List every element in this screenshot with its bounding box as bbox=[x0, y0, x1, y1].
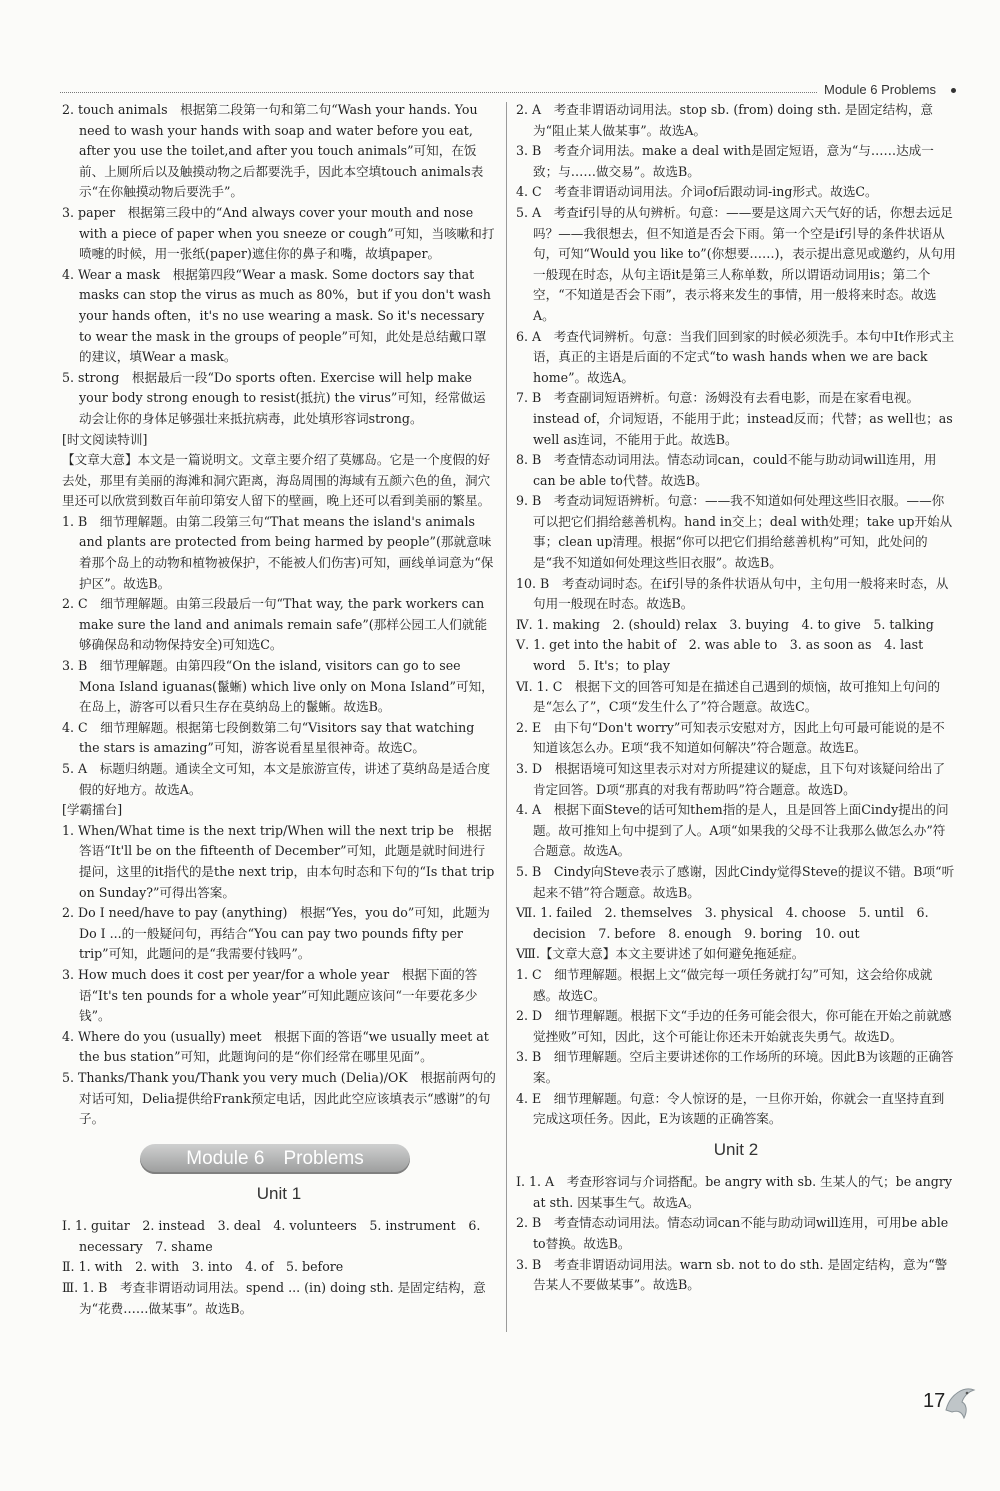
answer-item: 2. A 考查非谓语动词用法。stop sb. (from) doing sth. 是固定结构，意为“阻止某人做某事”。故选A。 bbox=[516, 102, 934, 138]
bullet-dot-icon bbox=[951, 88, 956, 93]
answer-item: Ⅶ. 1. failed 2. themselves 3. physical 4. choose 5. until 6. decision 7. before 8. enough 9. boring 10. out bbox=[516, 905, 929, 941]
answer-item: Ⅷ.【文章大意】本文主要讲述了如何避免拖延症。 bbox=[516, 946, 805, 962]
answer-item: 6. A 考查代词辨析。句意：当我们回到家的时候必须洗手。本句中It作形式主语，真正的主语是后面的不定式“to wash hands when we are back home”。故选A。 bbox=[516, 328, 955, 385]
answer-item: 4. C 考查非谓语动词用法。介词of后跟动词-ing形式。故选C。 bbox=[516, 184, 878, 200]
answer-item: Ⅱ. 1. with 2. with 3. into 4. of 5. before bbox=[62, 1259, 344, 1275]
answer-item: 3. B 考查非谓语动词用法。warn sb. not to do sth. 是固定结构，意为“警告某人不要做某事”。故选B。 bbox=[516, 1256, 948, 1293]
answer-item: 5. A 标题归纳题。通读全文可知，本文是旅游宣传，讲述了莫纳岛是适合度假的好地方。故选A。 bbox=[62, 761, 491, 797]
left-column bbox=[62, 100, 496, 1319]
unit-heading: Unit 2 bbox=[713, 1139, 759, 1159]
section-heading: [学霸擂台] bbox=[62, 802, 123, 818]
answer-item: 2. E 由下句“Don't worry”可知表示安慰对方，因此上句可最可能说的是不知道该怎么办。E项“我不知道如何解决”符合题意。故选E。 bbox=[516, 719, 945, 756]
unit-heading: Unit 1 bbox=[256, 1183, 302, 1203]
section-heading: 【文章大意】本文是一篇说明文。文章主要介绍了莫娜岛。它是一个度假的好去处，那里有美丽的海滩和洞穴距离，海岛周围的海域有五颜六色的鱼，洞穴里还可以欣赏到数百年前印第安人留下的壁画，晚上还可以看到美丽的繁星。 bbox=[62, 452, 491, 509]
answer-item: 4. C 细节理解题。根据第七段倒数第二句“Visitors say that watching the stars is amazing”可知，游客说看星星很神奇。故选C。 bbox=[62, 719, 475, 756]
answer-item: 1. When/What time is the next trip/When will the next trip be 根据答语“It'll be on the fifteenth of December”可知，此题是就时间进行提问，这里的it指代的是the next trip，由本句时态和下句的“Is that trip on Sunday?”可得出答案。 bbox=[62, 822, 495, 900]
answer-item: 1. B 细节理解题。由第二段第三句“That means the island's animals and plants are protected from being harmed by people”(那就意味着那个岛上的动物和植物被保护，不能被人们伤害)可知，画线单词意为“保护区”。故选B。 bbox=[62, 513, 494, 591]
answer-item: Ⅳ. 1. making 2. (should) relax 3. buying 4. to give 5. talking bbox=[516, 616, 934, 632]
right-column bbox=[516, 100, 956, 1296]
answer-item: Ⅲ. 1. B 考查非谓语动词用法。spend ... (in) doing sth. 是固定结构，意为“花费……做某事”。故选B。 bbox=[62, 1280, 486, 1316]
answer-item: 5. strong 根据最后一段“Do sports often. Exercise will help make your body strong enough to resist(抵抗) the virus”可知，经常做运动会让你的身体足够强壮来抵抗病毒，此处填形容词strong。 bbox=[62, 369, 486, 426]
answer-item: 2. Do I need/have to pay (anything) 根据“Yes，you do”可知，此题为Do I ...的一般疑问句，再结合“You can pay two pounds fifty per trip”可知，此题问的是“我需要付钱吗”。 bbox=[62, 905, 490, 962]
answer-item: 7. B 考查副词短语辨析。句意：汤姆没有去看电影，而是在家看电视。instead of，介词短语，不能用于此；instead反而；代替；as well也；as well as连词，不能用于此。故选B。 bbox=[516, 390, 953, 447]
answer-item: 8. B 考查情态动词用法。情态动词can，could不能与助动词will连用，用can be able to代替。故选B。 bbox=[516, 452, 937, 488]
answer-item: 4. A 根据下面Steve的话可知them指的是人，且是回答上面Cindy提出的问题。故可推知上句中提到了人。A项“如果我的父母不让我那么做怎么办”符合题意。故选A。 bbox=[516, 802, 949, 859]
answer-item: Ⅴ. 1. get into the habit of 2. was able to 3. as soon as 4. last word 5. It's；to play bbox=[516, 637, 924, 674]
answer-item: 5. A 考查if引导的从句辨析。句意：——要是这周六天气好的话，你想去远足吗？——我很想去，但不知道是否会下雨。第一个空是if引导的条件状语从句，可知“Would you like to”(你想要……)，表示提出意见或邀约，从句用一般现在时态，从句主语it是第三人称单数，所以谓语动词用is；第二个空，“不知道是否会下雨”，表示将来发生的事情，用一般将来时态。故选A。 bbox=[516, 204, 956, 323]
answer-item: 4. E 细节理解题。句意：令人惊讶的是，一旦你开始，你就会一直坚持直到完成这项任务。因此，E为该题的正确答案。 bbox=[516, 1090, 945, 1127]
answer-item: Ⅰ. 1. guitar 2. instead 3. deal 4. volunteers 5. instrument 6. necessary 7. shame bbox=[62, 1218, 481, 1254]
answer-item: 10. B 考查动词时态。在if引导的条件状语从句中，主句用一般将来时态，从句用一般现在时态。故选B。 bbox=[516, 575, 949, 612]
section-heading: [时文阅读特训] bbox=[62, 431, 148, 447]
answer-item: 3. D 根据语境可知这里表示对对方所提建议的疑虑，且下句对该疑问给出了肯定回答。D项“那真的对我有帮助吗”符合题意。故选D。 bbox=[516, 761, 946, 797]
answer-item: 4. Where do you (usually) meet 根据下面的答语“we usually meet at the bus station”可知，此题询问的是“你们经常在哪里见面”。 bbox=[62, 1028, 489, 1065]
header-rule bbox=[60, 92, 817, 94]
answer-item: 2. B 考查情态动词用法。情态动词can不能与助动词will连用，可用be able to替换。故选B。 bbox=[516, 1215, 949, 1252]
answer-item: 3. B 细节理解题。由第四段“On the island, visitors can go to see Mona Island iguanas(鬣蜥) which live only on Mona Island”可知，在岛上，游客可以看只生存在莫纳岛上的鬣蜥。故选B。 bbox=[62, 658, 494, 715]
answer-item: 9. B 考查动词短语辨析。句意：——我不知道如何处理这些旧衣服。——你可以把它们捐给慈善机构。hand in交上；deal with处理；take up开始从事；clean up清理。根据“你可以把它们捐给慈善机构”可知，此处问的是“我不知道如何处理这些旧衣服”。故选B。 bbox=[516, 493, 953, 571]
module-title-banner: Module 6 Problems bbox=[140, 1144, 410, 1174]
answer-item: 3. B 考查介词用法。make a deal with是固定短语，意为“与……达成一致；与……做交易”。故选B。 bbox=[516, 143, 934, 179]
page-number: 17 bbox=[923, 1390, 946, 1412]
answer-item: 2. C 细节理解题。由第三段最后一句“That way, the park workers can make sure the land and animals remain safe”(那样公园工人们就能够确保岛和动物保持安全)可知选C。 bbox=[62, 596, 488, 653]
running-head: Module 6 Problems bbox=[824, 82, 936, 97]
dolphin-logo-icon bbox=[940, 1380, 978, 1424]
answer-item: 1. C 细节理解题。根据上文“做完每一项任务就打勾”可知，这会给你成就感。故选C。 bbox=[516, 966, 933, 1003]
answer-item: Ⅵ. 1. C 根据下文的回答可知是在描述自己遇到的烦恼，故可推知上句问的是“怎么了”，C项“发生什么了”符合题意。故选C。 bbox=[516, 678, 941, 715]
answer-item: Ⅰ. 1. A 考查形容词与介词搭配。be angry with sb. 生某人的气；be angry at sth. 因某事生气。故选A。 bbox=[516, 1174, 952, 1210]
answer-item: 5. Thanks/Thank you/Thank you very much (Delia)/OK 根据前两句的对话可知，Delia提供给Frank预定电话，因此此空应该填表示“感谢”的句子。 bbox=[62, 1069, 496, 1127]
answer-item: 3. paper 根据第三段中的“And always cover your mouth and nose with a piece of paper when you sneeze or cough”可知，当咳嗽和打喷嚏的时候，用一张纸(paper)遮住你的鼻子和嘴，故填paper。 bbox=[62, 204, 495, 262]
answer-item: 5. B Cindy向Steve表示了感谢，因此Cindy觉得Steve的提议不错。B项“听起来不错”符合题意。故选B。 bbox=[516, 863, 955, 900]
answer-item: 2. touch animals 根据第二段第一句和第二句“Wash your hands. You need to wash your hands with soap and water before you eat, after you use the toilet,and after you touch animals”可知，在饭前、上厕所后以及触摸动物之后都要洗手，因此本空填touch animals表示“在你触摸动物后要洗手”。 bbox=[62, 102, 484, 200]
column-divider bbox=[506, 102, 507, 1332]
answer-item: 3. How much does it cost per year/for a whole year 根据下面的答语“It's ten pounds for a whole year”可知此题应该问“一年要花多少钱”。 bbox=[62, 966, 478, 1024]
answer-item: 3. B 细节理解题。空后主要讲述你的工作场所的环境。因此B为该题的正确答案。 bbox=[516, 1049, 954, 1085]
answer-item: 4. Wear a mask 根据第四段“Wear a mask. Some doctors say that masks can stop the virus as much as 80%，but if you don't wash your hands often，it's no use wearing a mask. So it's necessary to wear the mask in the groups of people”可知，此处是总结戴口罩的建议，填Wear a mask。 bbox=[62, 266, 491, 365]
answer-item: 2. D 细节理解题。根据下文“手边的任务可能会很大，你可能在开始之前就感觉挫败”可知，因此，这个可能让你还未开始就丧失勇气。故选D。 bbox=[516, 1008, 952, 1044]
